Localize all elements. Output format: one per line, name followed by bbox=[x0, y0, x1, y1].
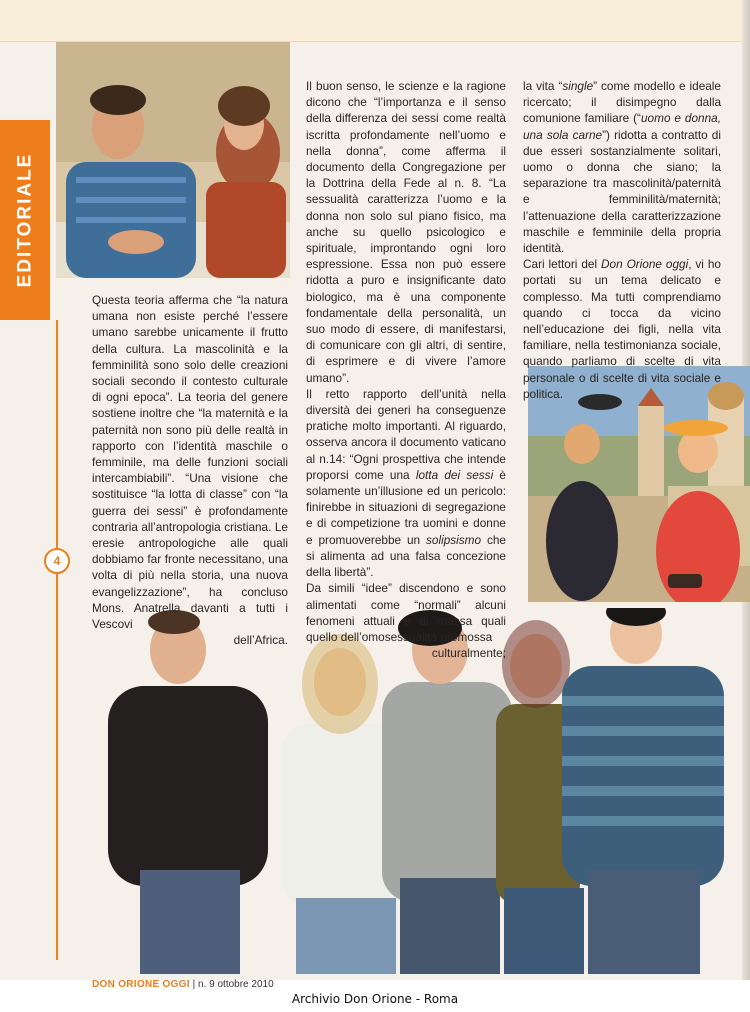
col1-paragraph: Questa teoria afferma che “la natura umana non esiste perché l’essere umano sarebbe unicamente il frutto della cultura. La mascolinità e la femminilità sono solo delle creazioni sociali secondo il contesto culturale di ogni epoca”. La teoria del genere sostiene inoltre che “la maternità e la paternità non sono più delle realtà in rapporto con l’identità maschile o femminile, ma delle funzioni sociali intercambiabili”. “Una visione che sostituisce “la lotta di classe” con “la guerra dei sessi” è profondamente contraria all’antropologia cristiana. Le eresie antropologiche alle quali dobbiamo far fronte necessitano, una volta di più nella storia, una nuova evangelizzazione”, ha concluso Mons. Anatrella davanti a tutti i Vescovi bbox=[92, 293, 288, 632]
couple-photo bbox=[56, 42, 290, 278]
col2-paragraph-3: Da simili “idee” discendono e sono alimentati come “normali” alcuni fenomeni attuali e di massa quali quello dell’omosessualità promossa bbox=[306, 581, 506, 644]
col3-paragraph-1: la vita “single” come modello e ideale ricercato; il disimpegno dalla comunione familiare (“uomo e donna, una sola carne”) ridotta a contratto di due esseri sostanzialmente solitari, uomo o donna che siano; la separazione tra mascolinità/paternità e femminilità/maternità; l’attenuazione della caratterizzazione maschile e femminile della propria identità. bbox=[523, 79, 721, 256]
margin-rule bbox=[56, 320, 58, 960]
archive-caption: Archivio Don Orione - Roma bbox=[291, 992, 459, 1006]
issue-info: n. 9 ottobre 2010 bbox=[198, 979, 274, 990]
text-column-3 bbox=[523, 78, 721, 402]
group-photo bbox=[100, 608, 740, 974]
section-label: EDITORIALE bbox=[14, 152, 35, 288]
footer-separator: | bbox=[192, 979, 199, 990]
col2-paragraph-1: Il buon senso, le scienze e la ragione dicono che “l’importanza e il senso della differenza dei sessi come realtà iscritta profondamente nell’uomo e nella donna”, come afferma il documento della Congregazione per la Dottrina della Fede al n. 8. “La sessualità caratterizza l’uomo e la donna non solo sul piano fisico, ma anche su quello psicologico e spirituale, improntando ogni loro espressione. Essa non può essere ridotta a puro e insignificante dato biologico, ma è una componente fondamentale della personalità, un suo modo di essere, di manifestarsi, di comunicare con gli altri, di sentire, di esprimere e di vivere l’amore umano”. bbox=[306, 79, 506, 385]
page-footer bbox=[92, 979, 274, 990]
col2-paragraph-3-end: culturalmente; bbox=[431, 646, 506, 661]
col1-paragraph-end: dell’Africa. bbox=[233, 633, 288, 648]
section-tab bbox=[0, 120, 50, 320]
magazine-name: DON ORIONE OGGI bbox=[92, 979, 190, 990]
col3-paragraph-2: Cari lettori del Don Orione oggi, vi ho portati su un tema delicato e complesso. Ma tutti comprendiamo quando ci tocca da vicino nell’educazione dei figli, nella vita familiare, nella testimonianza sociale, quando parliamo di scelte di vita personale o di scelte di vita sociale e politica. bbox=[523, 257, 721, 401]
page-number: 4 bbox=[44, 548, 70, 574]
col2-paragraph-2: Il retto rapporto dell’unità nella diversità dei generi ha conseguenze pratiche molto importanti. Al riguardo, osserva ancora il documento vaticano al n.14: “Ogni prospettiva che intende proporsi come una lotta dei sessi è solamente un’illusione ed un pericolo: finirebbe in situazioni di segregazione e di competizione tra uomini e donne e promuoverebbe un solipsismo che si alimenta ad una falsa concezione della libertà”. bbox=[306, 386, 506, 580]
text-column-1 bbox=[92, 292, 288, 648]
top-strip bbox=[0, 0, 750, 42]
text-column-2 bbox=[306, 78, 506, 661]
